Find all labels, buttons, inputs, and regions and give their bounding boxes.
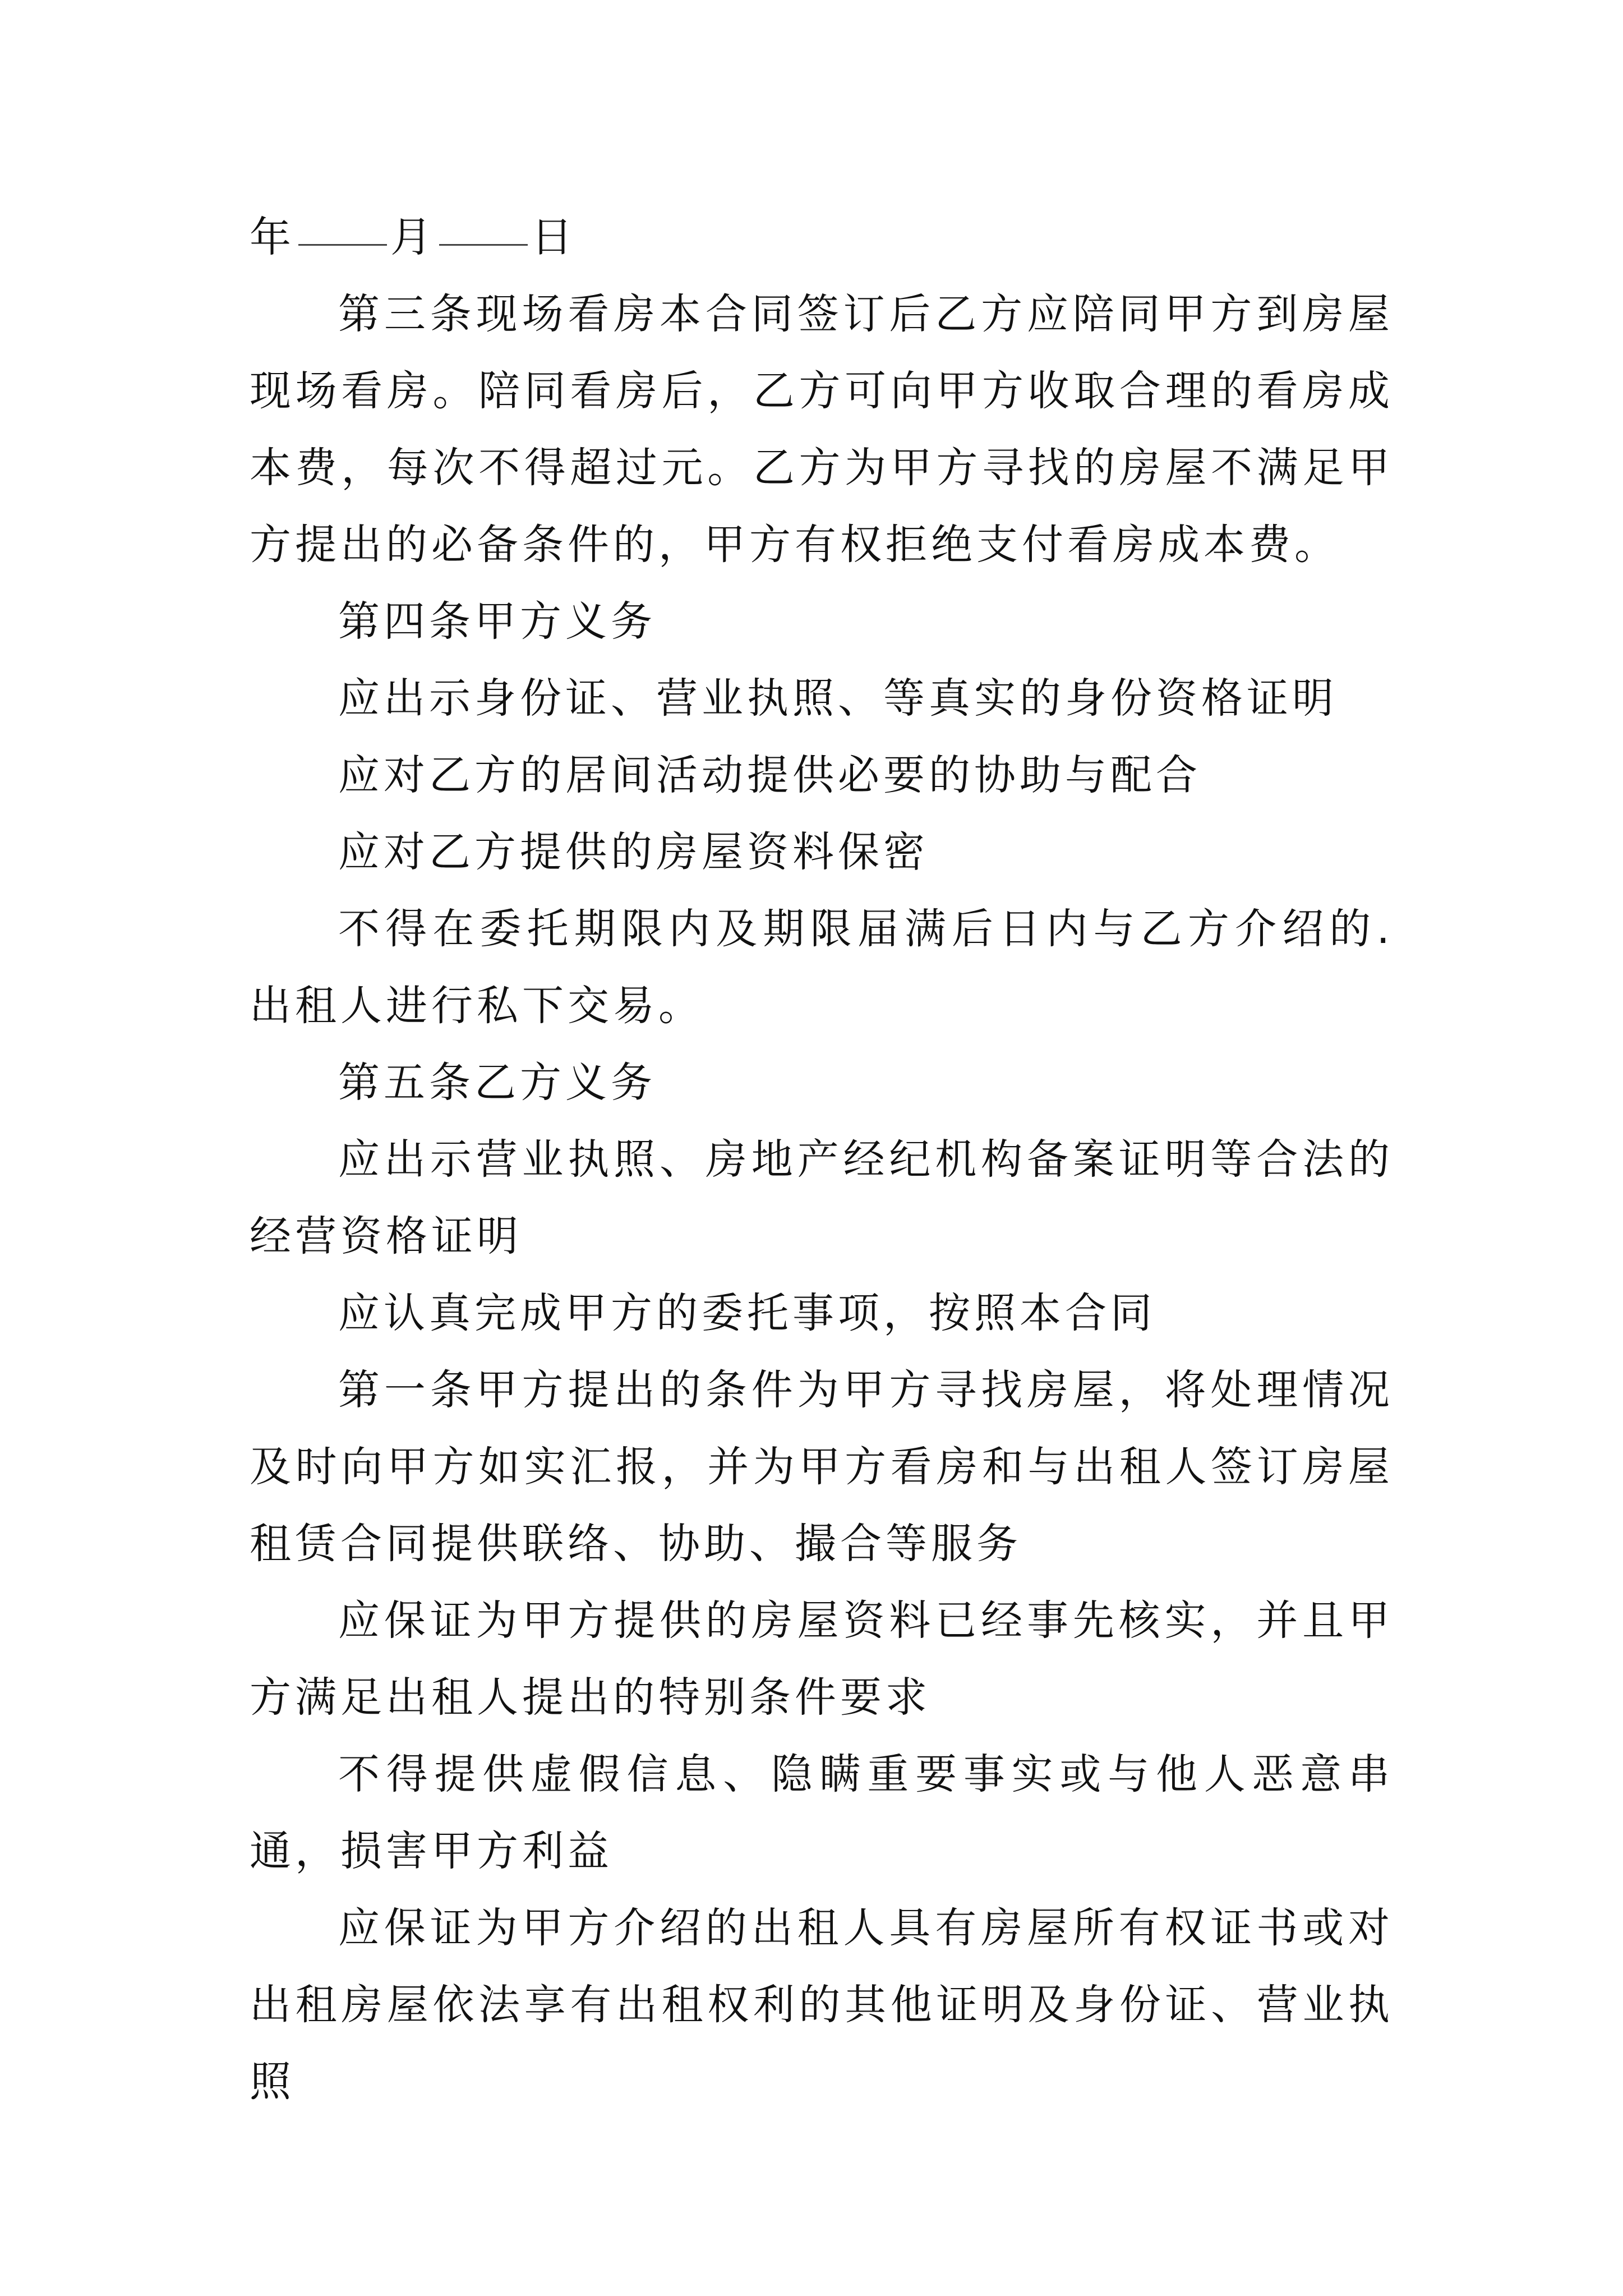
month-label: 月 <box>390 213 436 261</box>
day-blank <box>439 243 528 246</box>
article-1-paragraph: 第一条甲方提出的条件为甲方寻找房屋，将处理情况及时向甲方如实汇报，并为甲方看房和与出租人签订房屋租赁合同提供联络、协助、撮合等服务 <box>250 1366 1394 1568</box>
year-label: 年 <box>250 213 295 261</box>
party-a-duty-3: 应对乙方提供的房屋资料保密 <box>338 828 929 876</box>
party-a-duty-4: 不得在委托期限内及期限届满后日内与乙方介绍的.出租人进行私下交易。 <box>250 905 1394 1030</box>
contract-text <box>250 199 1394 2120</box>
party-b-duty-5: 应保证为甲方介绍的出租人具有房屋所有权证书或对出租房屋依法享有出租权利的其他证明及身份证、营业执照 <box>250 1904 1394 2106</box>
article-5-heading: 第五条乙方义务 <box>338 1059 656 1107</box>
party-b-duty-3: 应保证为甲方提供的房屋资料已经事先核实，并且甲方满足出租人提出的特别条件要求 <box>250 1596 1394 1722</box>
day-label: 日 <box>531 213 577 261</box>
party-a-duty-1: 应出示身份证、营业执照、等真实的身份资格证明 <box>338 674 1338 723</box>
article-4-heading: 第四条甲方义务 <box>338 597 656 646</box>
party-b-duty-2: 应认真完成甲方的委托事项，按照本合同 <box>338 1289 1156 1337</box>
month-blank <box>298 243 387 246</box>
date-line <box>250 199 1394 276</box>
party-b-duty-1: 应出示营业执照、房地产经纪机构备案证明等合法的经营资格证明 <box>250 1135 1394 1260</box>
party-b-duty-4: 不得提供虚假信息、隐瞒重要事实或与他人恶意串通，损害甲方利益 <box>250 1750 1394 1875</box>
party-a-duty-2: 应对乙方的居间活动提供必要的协助与配合 <box>338 751 1201 799</box>
article-3-paragraph: 第三条现场看房本合同签订后乙方应陪同甲方到房屋现场看房。陪同看房后，乙方可向甲方收取合理的看房成本费，每次不得超过元。乙方为甲方寻找的房屋不满足甲方提出的必备条件的，甲方有权拒绝支付看房成本费。 <box>250 290 1394 569</box>
